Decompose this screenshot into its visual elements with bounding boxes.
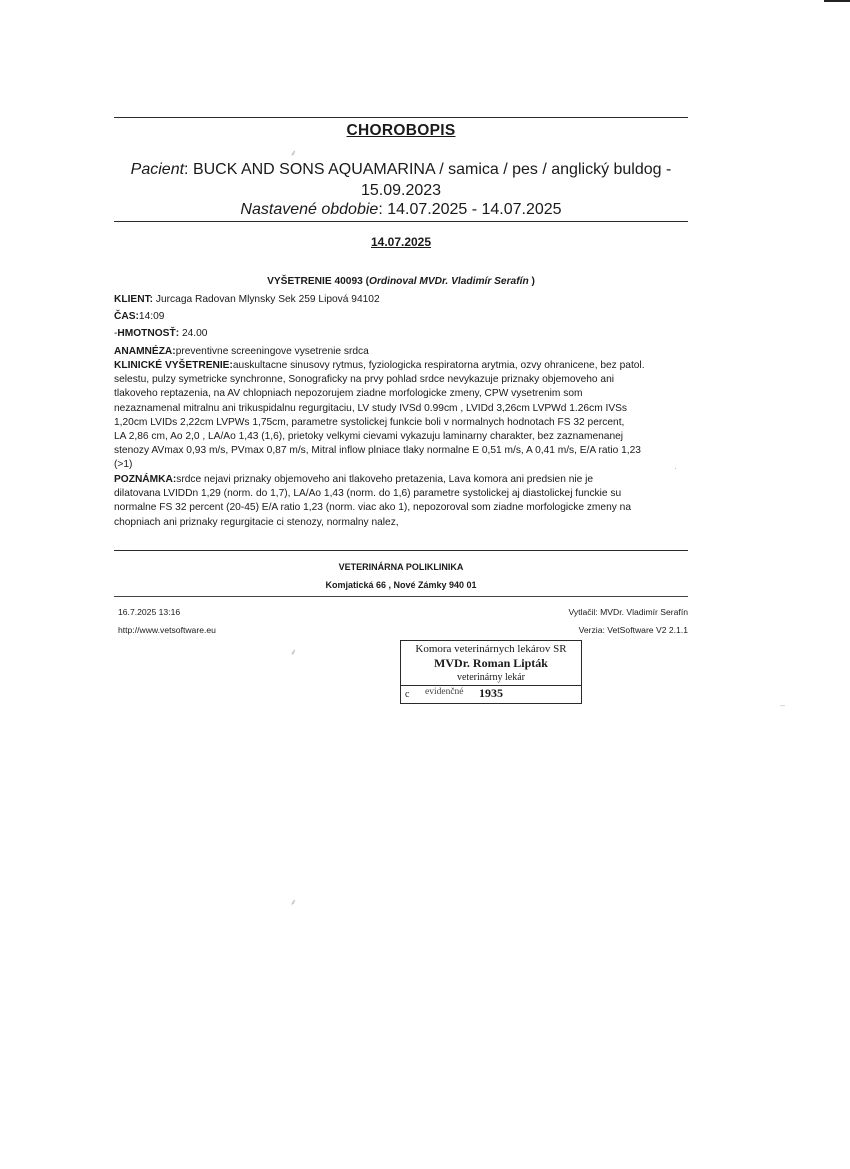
time-value: 14:09 <box>138 311 165 322</box>
note-section <box>114 473 688 530</box>
note-line: normalne FS 32 percent (20-45) E/A ratio 1,23 (norm. viac ako 1), nepozoroval som ziadne morfologicke zmeny na <box>114 502 631 514</box>
note-line: chopniach ani priznaky regurgitacie ci stenozy, normalny nalez, <box>114 516 399 528</box>
top-rule <box>114 117 688 118</box>
patient-value: BUCK AND SONS AQUAMARINA / samica / pes / anglický buldog - 15.09.2023 <box>192 161 672 199</box>
scan-speck: · <box>674 463 677 473</box>
printed-by: Vytlačil: MVDr. Vladimír Serafín <box>568 607 688 617</box>
stamp-number: 1935 <box>479 686 503 700</box>
stamp-tick: c <box>405 689 410 700</box>
stamp-name: MVDr. Roman Lipták <box>434 656 548 670</box>
patient-label: Pacient <box>130 161 185 178</box>
header-rule <box>114 221 688 222</box>
anamnesis-label: ANAMNÉZA: <box>114 346 176 357</box>
clinical-line: nezaznamenal mitralnu ani trikuspidalnu regurgitaciu, LV study IVSd 0.99cm , LVIDd 3,26cm LVPWd 1.26cm IVSs <box>114 402 628 414</box>
scan-speck: ⸙ <box>290 148 297 158</box>
stamp-chamber: Komora veterinárnych lekárov SR <box>415 643 567 655</box>
stamp-registration <box>401 685 581 703</box>
exam-ordered-by: Ordinoval MVDr. Vladimír Serafín <box>369 276 529 287</box>
document-title: CHOROBOPIS <box>346 122 456 139</box>
client-label: KLIENT: <box>114 294 154 305</box>
website-link[interactable]: http://www.vetsoftware.eu <box>118 625 216 635</box>
stamp-registration-label: evidenčné <box>425 687 464 697</box>
clinical-line: 1,20cm LVIDs 2,22cm LVPWs 1,75cm, parametre systolickej funkcie boli v normalnych hodnotach FS 32 percent, <box>114 416 625 428</box>
time-field <box>114 311 164 322</box>
footer-rule-top <box>114 550 688 551</box>
record-date: 14.07.2025 <box>370 235 432 249</box>
veterinarian-stamp <box>400 640 582 704</box>
anamnesis-value: preventivne screeningove vysetrenie srdca <box>175 346 369 357</box>
clinical-line: KLINICKÉ VYŠETRENIE:auskultacne sinusovy rytmus, fyziologicka respiratorna arytmia, ozvy ohranicene, bez patol. <box>114 360 645 371</box>
note-line: POZNÁMKA:srdce nejavi priznaky objemoveho ani tlakoveho pretazenia, Lava komora ani predsien nie je <box>114 474 594 485</box>
clinical-exam-section <box>114 359 688 473</box>
note-line: dilatovana LVIDDn 1,29 (norm. do 1,7), LA/Ao 1,43 (norm. do 1,6) parametre systolickej aj diastolickej funckie su <box>114 488 622 500</box>
time-label: ČAS: <box>114 311 139 322</box>
clinical-line: (>1) <box>114 459 133 471</box>
clinical-line: selestu, pulzy symetricke synchronne, Sonograficky na prvy pohlad srdce nevykazuje priznaky objemoveho ani <box>114 374 615 386</box>
note-label: POZNÁMKA: <box>114 474 177 485</box>
anamnesis-section <box>114 345 688 359</box>
footer-rule-bottom <box>114 596 688 597</box>
period-line: Nastavené obdobie: 14.07.2025 - 14.07.2025 <box>240 201 562 218</box>
printed-datetime: 16.7.2025 13:16 <box>118 607 181 617</box>
clinic-address: Komjatická 66 , Nové Zámky 940 01 <box>325 580 477 590</box>
software-version: Verzia: VetSoftware V2 2.1.1 <box>578 625 688 635</box>
period-label: Nastavené obdobie <box>240 201 379 218</box>
clinical-label: KLINICKÉ VYŠETRENIE: <box>114 360 233 371</box>
stamp-role: veterinárny lekár <box>456 672 526 683</box>
exam-number: VYŠETRENIE 40093 <box>267 276 363 287</box>
clinical-line: tlakoveho reptazenia, na AV chlopniach nepozorujem ziadne morfologicke zmeny, CPW vysetrenim som <box>114 388 583 400</box>
corner-scan-mark <box>824 0 850 2</box>
exam-header: VYŠETRENIE 40093 (Ordinoval MVDr. Vladimír Serafín ) <box>267 276 535 287</box>
clinical-line: LA 2,86 cm, Ao 2,0 , LA/Ao 1,43 (1,6), prietoky velkymi cievami vykazuju laminarny charakter, bez zaznamenanej <box>114 431 624 443</box>
weight-value: 24.00 <box>181 328 208 339</box>
scan-speck: ⸙ <box>290 647 297 657</box>
clinical-line: stenozy AVmax 0,93 m/s, PVmax 0,87 m/s, Mitral inflow plniace tlaky normalne E 0,51 m/s, A 0,41 m/s, E/A ratio 1,23 <box>114 445 641 457</box>
patient-line: Pacient: BUCK AND SONS AQUAMARINA / samica / pes / anglický buldog - 15.09.2023 <box>130 161 672 199</box>
period-value: 14.07.2025 - 14.07.2025 <box>387 201 562 218</box>
client-field <box>114 294 380 305</box>
scan-speck: ⸙ <box>290 897 297 907</box>
weight-field: -HMOTNOSŤ: 24.00 <box>114 328 208 339</box>
weight-label: HMOTNOSŤ: <box>117 328 180 339</box>
scan-speck: – <box>780 700 786 710</box>
clinic-name: VETERINÁRNA POLIKLINIKA <box>338 562 464 572</box>
client-value: Jurcaga Radovan Mlynsky Sek 259 Lipová 94102 <box>155 294 380 305</box>
